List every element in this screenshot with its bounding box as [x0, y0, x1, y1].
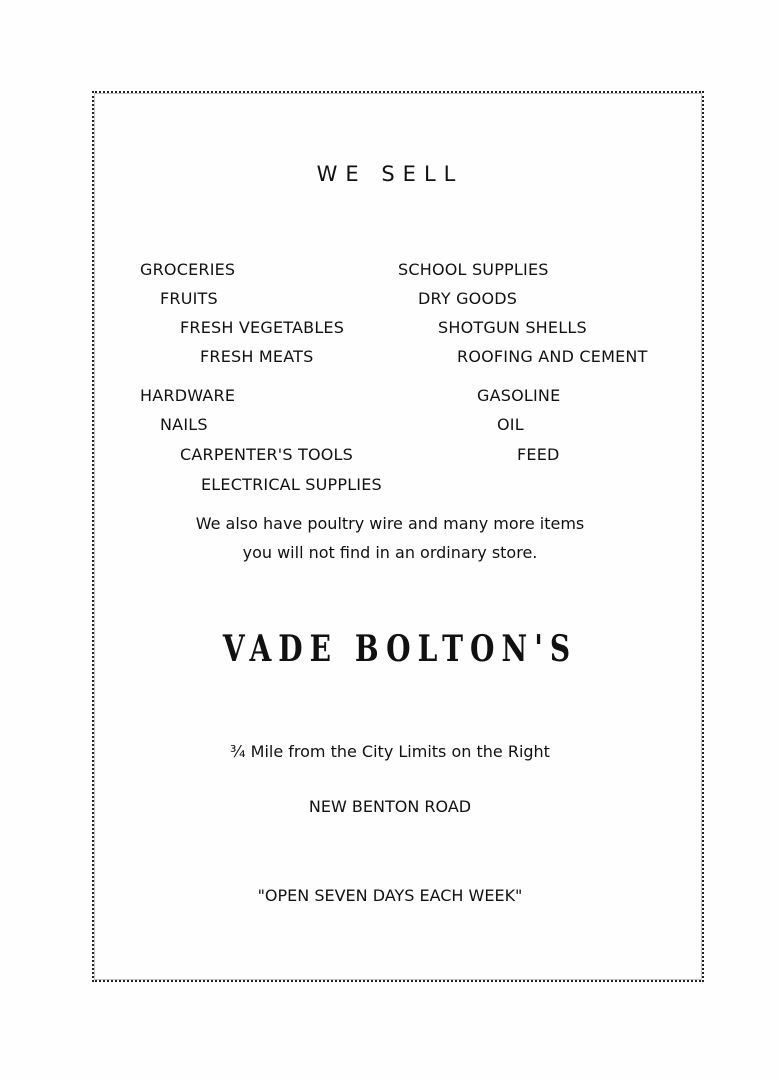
- item-oil: OIL: [497, 415, 524, 434]
- item-hardware: HARDWARE: [140, 386, 236, 405]
- item-school-supplies: SCHOOL SUPPLIES: [398, 260, 549, 279]
- item-roofing-and-cement: ROOFING AND CEMENT: [457, 347, 648, 366]
- item-carpenters-tools: CARPENTER'S TOOLS: [180, 445, 354, 464]
- item-fresh-vegetables: FRESH VEGETABLES: [180, 318, 345, 337]
- item-electrical-supplies: ELECTRICAL SUPPLIES: [201, 475, 382, 494]
- item-nails: NAILS: [160, 415, 208, 434]
- location-text: ¾ Mile from the City Limits on the Right: [230, 742, 550, 761]
- hours-text: "OPEN SEVEN DAYS EACH WEEK": [257, 886, 523, 905]
- note-paragraph: [0, 509, 780, 567]
- item-gasoline: GASOLINE: [477, 386, 561, 405]
- item-feed: FEED: [517, 445, 560, 464]
- item-dry-goods: DRY GOODS: [418, 289, 518, 308]
- store-name: VADE BOLTON'S: [222, 628, 578, 670]
- note-line-1: We also have poultry wire and many more items: [195, 514, 585, 533]
- item-fruits: FRUITS: [160, 289, 218, 308]
- we-sell-heading: WE SELL: [316, 162, 464, 186]
- note-line-2: you will not find in an ordinary store.: [242, 543, 538, 562]
- item-shotgun-shells: SHOTGUN SHELLS: [438, 318, 587, 337]
- item-fresh-meats: FRESH MEATS: [200, 347, 314, 366]
- item-groceries: GROCERIES: [140, 260, 236, 279]
- road-name: NEW BENTON ROAD: [308, 797, 472, 816]
